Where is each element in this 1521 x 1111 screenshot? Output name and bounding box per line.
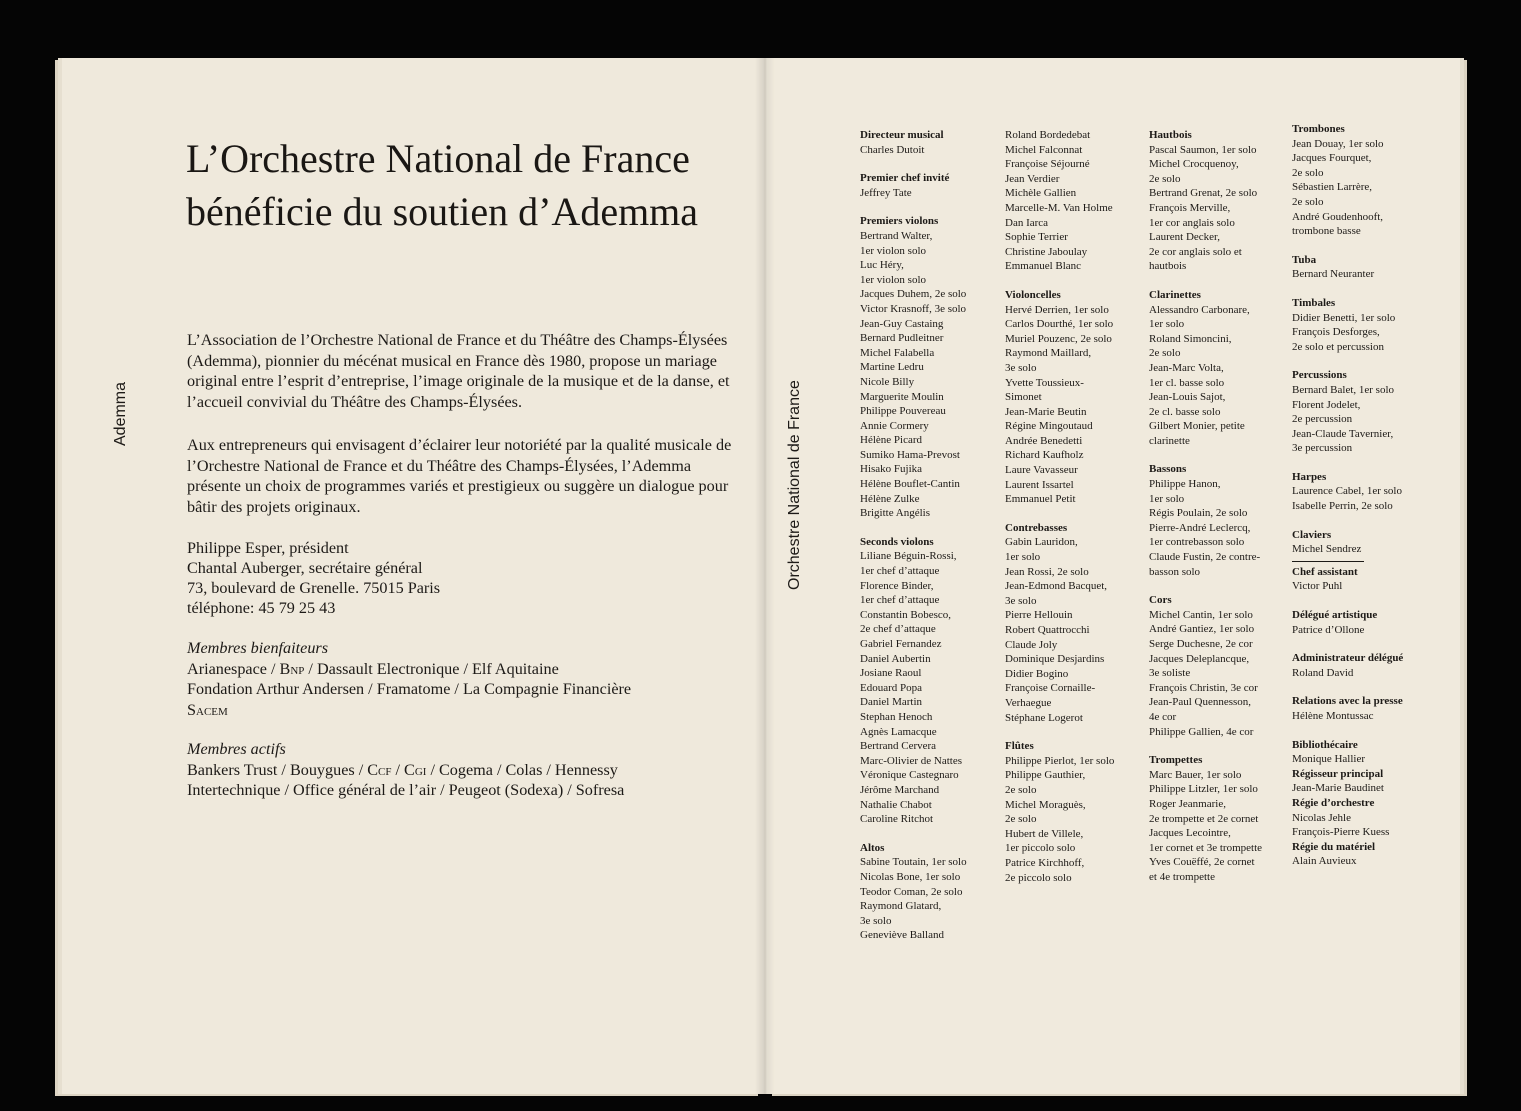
member-name: / Hennessy bbox=[546, 760, 618, 779]
member-entry: Sabine Toutain, 1er solo bbox=[860, 856, 967, 869]
member-name: / Cogema bbox=[430, 760, 493, 779]
member-entry: Roger Jeanmarie, bbox=[1149, 797, 1226, 810]
benefactors-list bbox=[187, 659, 635, 721]
member-entry: 1er chef d’attaque bbox=[860, 594, 940, 607]
member-entry: Bernard Balet, 1er solo bbox=[1292, 383, 1395, 396]
member-entry: 1er cor anglais solo bbox=[1149, 216, 1235, 229]
member-entry: Régis Poulain, 2e solo bbox=[1149, 507, 1248, 520]
member-entry: Constantin Bobesco, bbox=[860, 608, 952, 621]
roster-section bbox=[860, 535, 967, 827]
member-entry: 2e percussion bbox=[1292, 413, 1353, 426]
member-entry: Marc-Olivier de Nattes bbox=[860, 754, 963, 767]
roster-section bbox=[1292, 651, 1403, 680]
member-entry: Jean-Marie Baudinet bbox=[1292, 782, 1384, 795]
member-name: Bankers Trust bbox=[187, 760, 278, 779]
member-entry: Caroline Ritchot bbox=[860, 813, 934, 826]
book-gutter bbox=[755, 58, 775, 1094]
right-side-label: Orchestre National de France bbox=[786, 380, 803, 590]
member-entry: Sumiko Hama-Prevost bbox=[860, 448, 960, 461]
roster-section bbox=[1005, 521, 1114, 725]
member-entry: Robert Quattrocchi bbox=[1005, 624, 1090, 636]
member-entry: Raymond Glatard, bbox=[860, 900, 942, 913]
member-entry: Laure Vavasseur bbox=[1005, 464, 1078, 477]
member-entry: 2e cl. basse solo bbox=[1149, 405, 1221, 418]
member-entry: Hélène Montussac bbox=[1292, 710, 1374, 722]
member-entry: Nicole Billy bbox=[860, 375, 915, 388]
section-heading: Chef assistant bbox=[1292, 565, 1358, 578]
member-entry: Hubert de Villele, bbox=[1005, 827, 1084, 840]
member-entry: 1er solo bbox=[1005, 551, 1041, 564]
roster-column-4 bbox=[1292, 122, 1403, 883]
member-line bbox=[187, 700, 635, 721]
member-name: / Bnp bbox=[271, 659, 305, 678]
roster-column-1 bbox=[860, 128, 967, 957]
member-entry: Marcelle-M. Van Holme bbox=[1005, 201, 1113, 214]
member-entry: 2e solo bbox=[1005, 783, 1037, 796]
member-entry: 2e cor anglais solo et bbox=[1149, 245, 1242, 258]
section-heading: Régie du matériel bbox=[1292, 840, 1376, 853]
section-heading: Régie d’orchestre bbox=[1292, 796, 1375, 809]
member-entry: Roland Bordedebat bbox=[1005, 129, 1091, 141]
section-heading: Contrebasses bbox=[1005, 521, 1068, 534]
member-entry: Jean-Claude Tavernier, bbox=[1292, 427, 1394, 440]
section-heading: Régisseur principal bbox=[1292, 767, 1384, 780]
member-entry: Yvette Toussieux- bbox=[1005, 376, 1084, 389]
member-entry: Pascal Saumon, 1er solo bbox=[1149, 143, 1257, 156]
member-entry: Jacques Duhem, 2e solo bbox=[860, 288, 967, 301]
member-entry: Pierre Hellouin bbox=[1005, 609, 1073, 622]
member-entry: Patrice d’Ollone bbox=[1292, 623, 1365, 636]
member-entry: François-Pierre Kuess bbox=[1292, 826, 1390, 839]
member-entry: Jean Douay, 1er solo bbox=[1292, 137, 1384, 150]
member-name: / Elf Aquitaine bbox=[463, 659, 559, 678]
member-entry: Michel Falconnat bbox=[1005, 143, 1083, 156]
member-entry: Jacques Lecointre, bbox=[1149, 827, 1231, 840]
member-entry: Gilbert Monier, petite bbox=[1149, 420, 1245, 433]
member-entry: Jacques Fourquet, bbox=[1292, 152, 1372, 165]
member-entry: Pierre-André Leclercq, bbox=[1149, 521, 1251, 534]
section-heading: Délégué artistique bbox=[1292, 609, 1378, 622]
member-entry: Philippe Pouvereau bbox=[860, 405, 946, 418]
roster-section bbox=[1292, 470, 1403, 514]
roster-section bbox=[1292, 738, 1403, 869]
contact-line: Philippe Esper, président bbox=[187, 539, 349, 557]
section-heading: Premiers violons bbox=[860, 215, 939, 228]
member-entry: 2e solo bbox=[1149, 347, 1181, 360]
left-side-label: Ademma bbox=[112, 381, 129, 446]
roster-section bbox=[860, 171, 967, 200]
section-heading: Bassons bbox=[1149, 463, 1187, 476]
member-name: Arianespace bbox=[187, 659, 267, 678]
member-entry: 1er chef d’attaque bbox=[860, 565, 940, 578]
section-heading: Flûtes bbox=[1005, 740, 1034, 753]
member-entry: Carlos Dourthé, 1er solo bbox=[1005, 318, 1114, 331]
member-entry: Jean Rossi, 2e solo bbox=[1005, 565, 1089, 578]
member-entry: Régine Mingoutaud bbox=[1005, 420, 1093, 433]
member-entry: François Desforges, bbox=[1292, 326, 1380, 339]
roster-section bbox=[1292, 608, 1403, 637]
member-name: / Peugeot bbox=[440, 781, 501, 799]
roster-section bbox=[1292, 122, 1403, 239]
member-entry: Gabriel Fernandez bbox=[860, 638, 942, 650]
section-heading: Directeur musical bbox=[860, 129, 944, 141]
member-entry: Jean-Louis Sajot, bbox=[1149, 391, 1226, 404]
member-entry: Agnès Lamacque bbox=[860, 725, 937, 738]
member-entry: André Goudenhooft, bbox=[1292, 210, 1384, 223]
member-entry: Luc Héry, bbox=[860, 259, 904, 272]
member-entry: Sophie Terrier bbox=[1005, 231, 1068, 244]
member-entry: Hélène Zulke bbox=[860, 492, 920, 505]
section-heading: Harpes bbox=[1292, 470, 1327, 483]
section-heading: Timbales bbox=[1292, 296, 1336, 309]
member-entry: Monique Hallier bbox=[1292, 753, 1366, 766]
member-entry: clarinette bbox=[1149, 434, 1190, 447]
member-entry: Jean-Edmond Bacquet, bbox=[1005, 580, 1108, 593]
member-entry: 3e percussion bbox=[1292, 442, 1353, 455]
member-entry: Stéphane Logerot bbox=[1005, 711, 1083, 724]
member-entry: Yves Couëffé, 2e cornet bbox=[1149, 856, 1255, 869]
section-heading: Tuba bbox=[1292, 253, 1317, 266]
roster-section bbox=[1149, 128, 1262, 274]
member-entry: Geneviève Balland bbox=[860, 929, 944, 942]
member-entry: Charles Dutoit bbox=[860, 143, 925, 156]
member-entry: Daniel Martin bbox=[860, 696, 923, 709]
member-entry: 1er cornet et 3e trompette bbox=[1149, 841, 1263, 854]
member-entry: Laurent Decker, bbox=[1149, 231, 1221, 244]
section-heading: Altos bbox=[860, 841, 885, 854]
member-entry: Nathalie Chabot bbox=[860, 798, 932, 811]
page-title: L’Orchestre National de France bénéficie du soutien d’Ademma bbox=[186, 136, 699, 234]
member-name: / Cgi bbox=[395, 760, 427, 779]
member-entry: 2e trompette et 2e cornet bbox=[1149, 812, 1259, 825]
member-entry: Jacques Deleplancque, bbox=[1149, 652, 1250, 665]
member-entry: Victor Puhl bbox=[1292, 580, 1343, 593]
member-entry: Claude Joly bbox=[1005, 638, 1058, 651]
member-name: Sacem bbox=[187, 700, 228, 719]
member-entry: Sébastien Larrère, bbox=[1292, 181, 1373, 194]
roster-section bbox=[860, 214, 967, 520]
member-entry: Muriel Pouzenc, 2e solo bbox=[1005, 332, 1112, 345]
active-list bbox=[187, 760, 628, 801]
member-entry: 1er violon solo bbox=[860, 273, 926, 286]
member-entry: Philippe Gauthier, bbox=[1005, 769, 1086, 782]
section-heading: Trombones bbox=[1292, 123, 1345, 135]
member-entry: Annie Cormery bbox=[860, 419, 929, 432]
member-entry: Nicolas Jehle bbox=[1292, 811, 1351, 824]
roster-section bbox=[1292, 296, 1403, 354]
member-entry: Florent Jodelet, bbox=[1292, 398, 1361, 411]
member-entry: 1er piccolo solo bbox=[1005, 842, 1076, 855]
member-entry: Simonet bbox=[1005, 391, 1042, 404]
roster-section bbox=[1149, 753, 1262, 884]
member-entry: Gabin Lauridon, bbox=[1005, 536, 1078, 549]
member-entry: Victor Krasnoff, 3e solo bbox=[860, 302, 967, 315]
member-line bbox=[187, 780, 628, 801]
roster-section bbox=[1292, 368, 1403, 456]
member-entry: Michel Crocquenoy, bbox=[1149, 158, 1239, 171]
roster-section bbox=[1292, 253, 1403, 282]
member-name: / Colas bbox=[496, 760, 543, 779]
member-entry: Jean-Guy Castaing bbox=[860, 317, 944, 330]
member-entry: Dan Iarca bbox=[1005, 216, 1049, 229]
member-entry: Nicolas Bone, 1er solo bbox=[860, 870, 961, 883]
member-entry: Liliane Béguin-Rossi, bbox=[860, 550, 957, 563]
member-entry: Roland Simoncini, bbox=[1149, 332, 1232, 345]
contact-line: 73, boulevard de Grenelle. 75015 Paris bbox=[187, 579, 441, 597]
roster-section bbox=[1005, 288, 1114, 507]
entrepreneurs-paragraph: Aux entrepreneurs qui envisagent d’éclairer leur notoriété par la qualité musicale de l’Orchestre National de France et du Théâtre des Champs-Élysées, l’Ademma présente un choix de programmes variés et prestigieux ou suggère un dialogue pour bâtir des projets originaux. bbox=[187, 436, 732, 516]
member-entry: Emmanuel Blanc bbox=[1005, 260, 1082, 273]
member-line bbox=[187, 659, 635, 680]
member-entry: Marguerite Moulin bbox=[860, 390, 944, 403]
section-heading: Percussions bbox=[1292, 369, 1347, 382]
member-entry: Didier Bogino bbox=[1005, 667, 1069, 680]
member-name: / Framatome bbox=[368, 680, 451, 698]
member-entry: trombone basse bbox=[1292, 225, 1361, 238]
member-entry: Hisako Fujika bbox=[860, 463, 923, 476]
member-entry: Jeffrey Tate bbox=[860, 186, 912, 199]
member-entry: 2e piccolo solo bbox=[1005, 871, 1072, 884]
member-entry: 2e solo bbox=[1292, 195, 1324, 208]
member-entry: Florence Binder, bbox=[860, 579, 934, 592]
member-entry: 2e chef d’attaque bbox=[860, 623, 936, 636]
section-heading: Premier chef invité bbox=[860, 172, 950, 185]
member-entry: Verhaegue bbox=[1005, 696, 1052, 709]
member-entry: 2e solo et percussion bbox=[1292, 340, 1384, 353]
member-entry: Marc Bauer, 1er solo bbox=[1149, 768, 1242, 781]
roster-section bbox=[1292, 565, 1403, 594]
member-entry: Philippe Pierlot, 1er solo bbox=[1005, 754, 1115, 767]
member-entry: Philippe Gallien, 4e cor bbox=[1149, 725, 1254, 738]
section-heading: Bibliothécaire bbox=[1292, 738, 1358, 751]
member-entry: Bertrand Cervera bbox=[860, 740, 937, 753]
member-entry: 3e soliste bbox=[1149, 667, 1191, 680]
member-entry: Michel Sendrez bbox=[1292, 543, 1362, 556]
roster-column-2 bbox=[1005, 128, 1114, 899]
member-entry: 3e solo bbox=[860, 914, 892, 927]
member-entry: et 4e trompette bbox=[1149, 870, 1215, 883]
member-entry: 3e solo bbox=[1005, 594, 1037, 607]
member-entry: hautbois bbox=[1149, 260, 1187, 273]
member-name: / Ccf bbox=[358, 760, 392, 779]
member-name: / La Compagnie Financière bbox=[454, 680, 632, 698]
roster-section bbox=[1005, 128, 1114, 274]
member-entry: basson solo bbox=[1149, 565, 1201, 578]
roster-section bbox=[860, 841, 967, 943]
member-entry: Martine Ledru bbox=[860, 361, 924, 374]
member-entry: Alain Auvieux bbox=[1292, 855, 1357, 868]
roster-section bbox=[1292, 528, 1403, 557]
member-entry: Michel Cantin, 1er solo bbox=[1149, 608, 1253, 621]
member-entry: Jean-Marc Volta, bbox=[1149, 361, 1224, 374]
member-entry: Teodor Coman, 2e solo bbox=[860, 885, 963, 898]
member-name: / Dassault Electronique bbox=[308, 659, 460, 678]
roster-section bbox=[1149, 593, 1262, 739]
member-line bbox=[187, 679, 635, 700]
member-entry: Roland David bbox=[1292, 666, 1354, 679]
active-members bbox=[187, 739, 628, 801]
member-entry: 1er solo bbox=[1149, 492, 1185, 505]
section-heading: Seconds violons bbox=[860, 535, 934, 548]
roster-column-3 bbox=[1149, 128, 1262, 899]
contact-line: téléphone: 45 79 25 43 bbox=[187, 599, 336, 617]
member-entry: Alessandro Carbonare, bbox=[1149, 303, 1250, 316]
member-entry: Jérôme Marchand bbox=[860, 783, 940, 796]
section-heading: Clarinettes bbox=[1149, 288, 1201, 301]
section-heading: Claviers bbox=[1292, 528, 1332, 541]
member-entry: Michel Falabella bbox=[860, 346, 935, 359]
member-entry: Hervé Derrien, 1er solo bbox=[1005, 303, 1109, 316]
section-heading: Cors bbox=[1149, 594, 1172, 607]
member-entry: Serge Duchesne, 2e cor bbox=[1149, 638, 1253, 650]
member-entry: André Gantiez, 1er solo bbox=[1149, 623, 1255, 636]
roster-section bbox=[1149, 288, 1262, 449]
member-entry: Laurence Cabel, 1er solo bbox=[1292, 485, 1402, 498]
member-entry: Jean Verdier bbox=[1005, 172, 1060, 185]
member-entry: Philippe Hanon, bbox=[1149, 478, 1221, 491]
member-entry: Véronique Castegnaro bbox=[860, 769, 959, 782]
member-entry: 1er contrebasson solo bbox=[1149, 536, 1245, 549]
member-entry: Hélène Bouflet-Cantin bbox=[860, 478, 960, 491]
member-name: / Bouygues bbox=[281, 760, 355, 779]
roster-section bbox=[1292, 694, 1403, 723]
member-name: Fondation Arthur Andersen bbox=[187, 680, 365, 698]
section-heading: Violoncelles bbox=[1005, 288, 1061, 301]
member-entry: Bernard Pudleitner bbox=[860, 332, 944, 345]
member-entry: Michèle Gallien bbox=[1005, 187, 1077, 200]
contact-block bbox=[187, 538, 440, 618]
member-entry: François Christin, 3e cor bbox=[1149, 681, 1258, 694]
member-entry: Brigitte Angélis bbox=[860, 507, 930, 520]
member-entry: Philippe Litzler, 1er solo bbox=[1149, 783, 1258, 796]
member-entry: Stephan Henoch bbox=[860, 710, 933, 723]
member-name: (Sodexa) bbox=[504, 781, 564, 799]
member-name: / Sofresa bbox=[567, 781, 625, 799]
member-entry: 2e solo bbox=[1005, 813, 1037, 826]
section-heading: Relations avec la presse bbox=[1292, 695, 1403, 708]
member-entry: Jean-Marie Beutin bbox=[1005, 405, 1087, 418]
member-entry: Didier Benetti, 1er solo bbox=[1292, 311, 1396, 324]
roster-section bbox=[1005, 739, 1114, 885]
member-entry: Hélène Picard bbox=[860, 434, 922, 447]
member-entry: 4e cor bbox=[1149, 710, 1177, 723]
member-entry: Dominique Desjardins bbox=[1005, 653, 1105, 666]
member-entry: Richard Kaufholz bbox=[1005, 449, 1084, 462]
member-entry: Bertrand Grenat, 2e solo bbox=[1149, 187, 1258, 200]
member-entry: Claude Fustin, 2e contre- bbox=[1149, 551, 1261, 564]
member-entry: 2e solo bbox=[1292, 166, 1324, 179]
member-entry: Françoise Séjourné bbox=[1005, 158, 1090, 171]
member-entry: Bertrand Walter, bbox=[860, 229, 933, 242]
member-entry: Christine Jaboulay bbox=[1005, 245, 1088, 258]
section-heading: Hautbois bbox=[1149, 129, 1192, 141]
member-entry: Edouard Popa bbox=[860, 681, 923, 694]
member-entry: François Merville, bbox=[1149, 201, 1231, 214]
member-entry: 3e solo bbox=[1005, 361, 1037, 374]
active-heading: Membres actifs bbox=[187, 740, 286, 758]
section-heading: Administrateur délégué bbox=[1292, 652, 1404, 665]
member-entry: 1er solo bbox=[1149, 318, 1185, 331]
member-entry: 1er cl. basse solo bbox=[1149, 376, 1225, 389]
member-entry: Daniel Aubertin bbox=[860, 652, 931, 665]
roster-section bbox=[860, 128, 967, 157]
member-entry: Jean-Paul Quennesson, bbox=[1149, 696, 1252, 709]
member-entry: 2e solo bbox=[1149, 172, 1181, 185]
member-entry: Patrice Kirchhoff, bbox=[1005, 856, 1085, 869]
intro-paragraph: L’Association de l’Orchestre National de France et du Théâtre des Champs-Élysées (Ademma), pionnier du mécénat musical en France dès 1980, propose un mariage original entre l’esprit d’entreprise, l’image originale de la musique et de la danse, et l’accueil convivial du Théâtre des Champs-Élysées. bbox=[187, 331, 730, 411]
section-heading: Trompettes bbox=[1149, 754, 1203, 767]
benefactors-heading: Membres bienfaiteurs bbox=[187, 639, 329, 657]
member-name: / Office général de l’air bbox=[284, 781, 437, 799]
member-entry: 1er violon solo bbox=[860, 244, 926, 257]
member-line bbox=[187, 760, 628, 781]
member-entry: Bernard Neuranter bbox=[1292, 268, 1375, 281]
member-entry: Andrée Benedetti bbox=[1005, 434, 1083, 447]
benefactor-members bbox=[187, 638, 635, 720]
divider-rule bbox=[1292, 561, 1364, 562]
member-entry: Emmanuel Petit bbox=[1005, 493, 1076, 506]
member-entry: Laurent Issartel bbox=[1005, 478, 1074, 491]
member-name: Intertechnique bbox=[187, 781, 281, 799]
roster-section bbox=[1149, 462, 1262, 579]
member-entry: Michel Moraguès, bbox=[1005, 798, 1086, 811]
member-entry: Françoise Cornaille- bbox=[1005, 682, 1096, 695]
member-entry: Raymond Maillard, bbox=[1005, 347, 1092, 360]
contact-line: Chantal Auberger, secrétaire général bbox=[187, 559, 423, 577]
member-entry: Isabelle Perrin, 2e solo bbox=[1292, 500, 1393, 513]
member-entry: Josiane Raoul bbox=[860, 667, 922, 680]
